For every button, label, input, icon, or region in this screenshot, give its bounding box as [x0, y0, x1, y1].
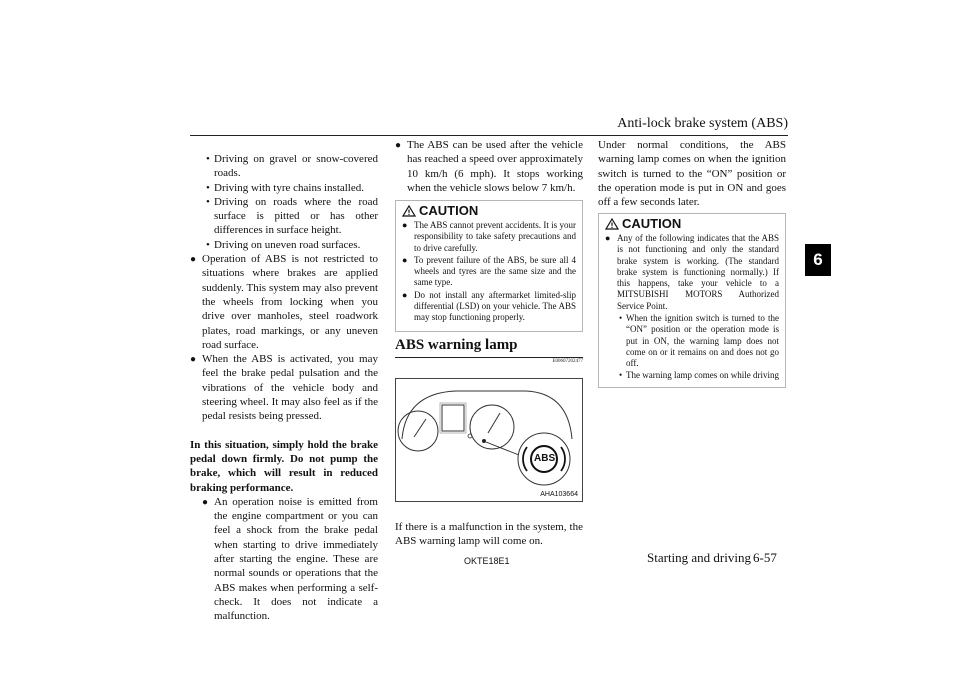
bullet-item: ● When the ABS is activated, you may feel the brake pedal pulsation and the vibrations of the vehicle body and steering wheel. It may also feel as if the pedal resists being pressed.	[190, 353, 378, 423]
abs-lamp-figure	[395, 378, 583, 502]
caution-item: ● To prevent failure of the ABS, be sure all 4 wheels and tyres are the same size and the same type.	[402, 254, 576, 288]
warning-triangle-icon	[402, 205, 416, 217]
chapter-tab: 6	[805, 244, 831, 276]
paragraph: If there is a malfunction in the system, the ABS warning lamp will come on.	[395, 521, 583, 548]
sub-bullet: • Driving on roads where the road surface is pitted or has other differences in surface height.	[206, 195, 378, 237]
paragraph: Under normal conditions, the ABS warning lamp comes on when the ignition switch is turned to the “ON” position or the operation mode is put in ON and goes off a few seconds later.	[598, 139, 786, 209]
instrument-cluster-illustration	[396, 379, 582, 501]
bullet-item: ● An operation noise is emitted from the engine compartment or you can feel a shock from the brake pedal when starting to drive immediately after starting the engine. These are normal sounds or operations that the ABS makes when performing a self-check. It does not indicate a malfunction.	[202, 495, 378, 623]
section-heading	[395, 337, 583, 364]
footer-page-number: 6-57	[753, 550, 777, 565]
sub-bullet: • Driving on uneven road surfaces.	[206, 238, 361, 251]
column-2	[395, 138, 583, 195]
footer-section-name: Starting and driving	[647, 550, 751, 565]
sub-bullet: • Driving on gravel or snow-covered roads.	[206, 153, 378, 180]
column-2-lower	[395, 520, 583, 549]
warning-triangle-icon	[605, 218, 619, 230]
footer-code: OKTE18E1	[464, 556, 510, 566]
column-1	[190, 152, 378, 624]
header-rule	[190, 135, 788, 136]
figure-label: AHA103664	[540, 491, 578, 498]
section-code: E00607202477	[552, 359, 583, 364]
bullet-item: ● The ABS can be used after the vehicle has reached a speed over approximately 10 km/h (6 mph). It stops working when the vehicle slows below 7 km/h.	[395, 139, 583, 194]
caution-heading: CAUTION	[605, 218, 779, 230]
caution-sub-item: • When the ignition switch is turned to the “ON” position or the operation mode is put in ON, the warning lamp does not come on or it remains on and does not go off.	[619, 313, 779, 369]
caution-box	[598, 213, 786, 388]
caution-item: ● Do not install any aftermarket limited-slip differential (LSD) on your vehicle. The ABS may stop functioning properly.	[402, 289, 576, 323]
section-title: ABS warning lamp	[395, 337, 583, 358]
caution-item: ● Any of the following indicates that the ABS is not functioning and only the standard brake system is working. (The standard brake system is functioning normally.) If this happens, take your vehicle to a MITSUBISHI MOTORS Authorized Service Point.	[605, 233, 779, 311]
column-3	[598, 138, 786, 209]
bullet-item: ● Operation of ABS is not restricted to situations where brakes are applied suddenly. This system may also prevent the wheels from locking when you drive over manholes, steel roadwork plates, road markings, or any uneven road surface.	[190, 253, 378, 351]
abs-lamp-text: ABS	[534, 453, 556, 464]
bold-instruction: In this situation, simply hold the brake pedal down firmly. Do not pump the brake, which will result in reduced braking performance.	[190, 438, 378, 494]
caution-item: ● The ABS cannot prevent accidents. It is your responsibility to take safety precautions and to drive carefully.	[402, 220, 576, 253]
caution-sub-item: • The warning lamp comes on while driving	[619, 369, 779, 380]
sub-bullet: • Driving with tyre chains installed.	[206, 181, 364, 194]
page-header-title: Anti-lock brake system (ABS)	[617, 116, 788, 131]
caution-heading: CAUTION	[402, 205, 576, 217]
caution-box	[395, 200, 583, 332]
